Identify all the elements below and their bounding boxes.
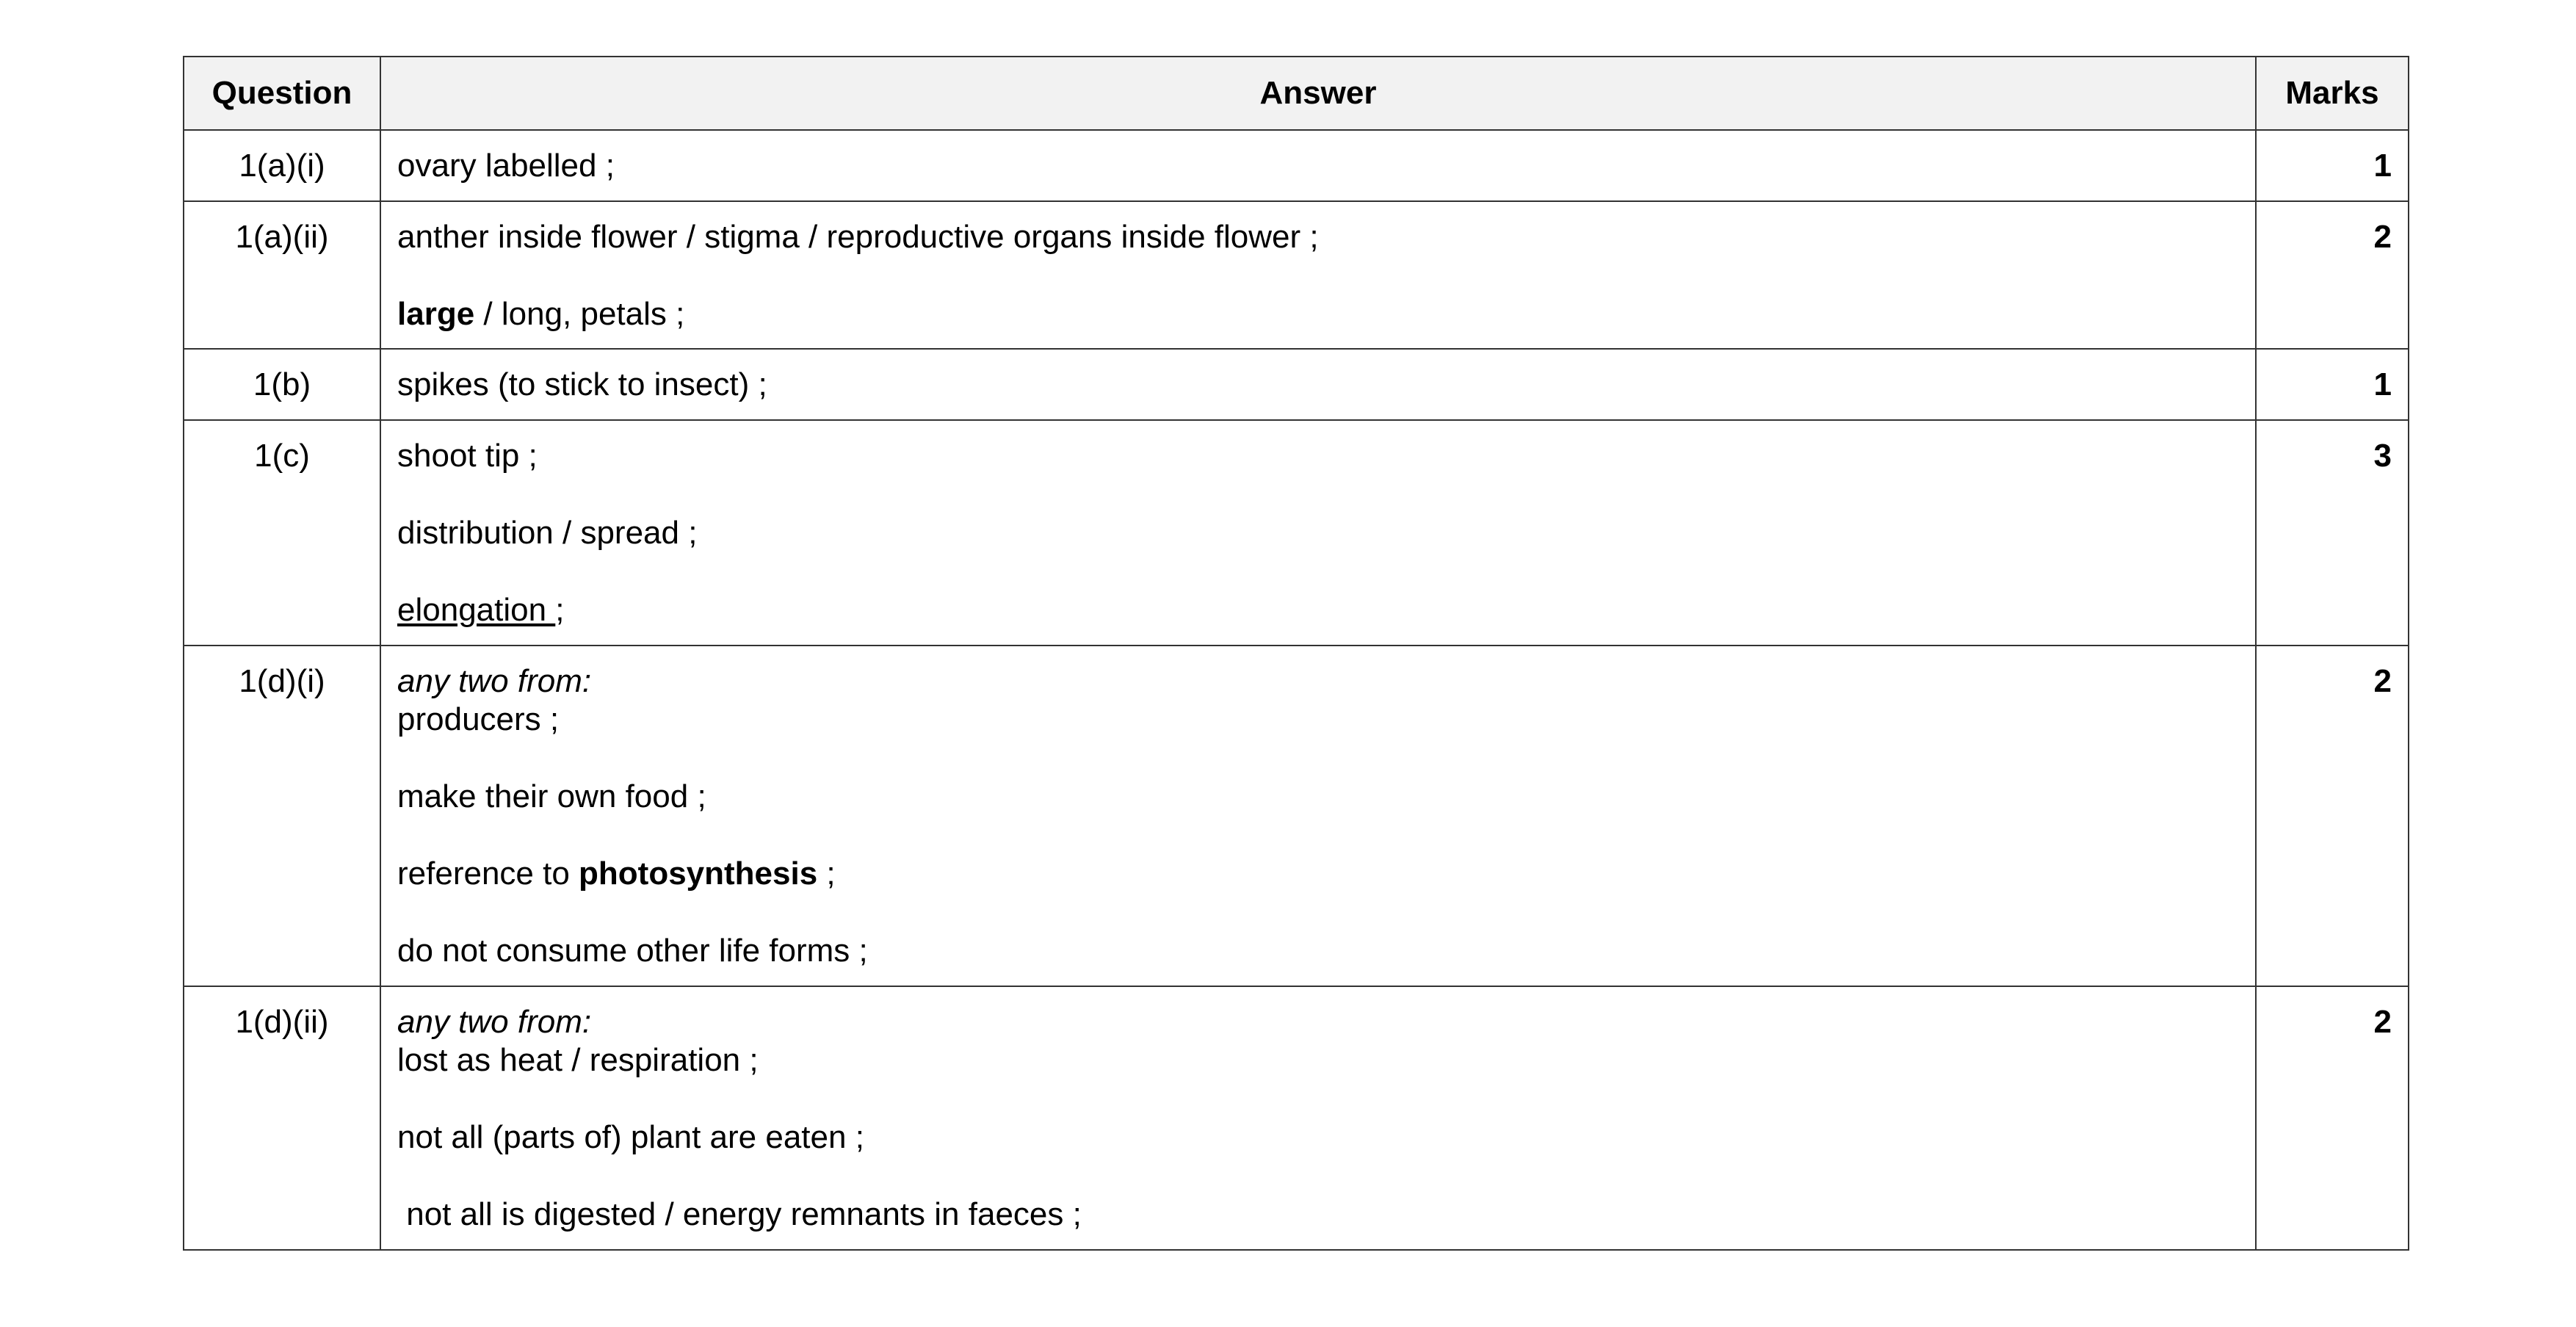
marks-value: 2 — [2256, 201, 2409, 350]
answer-text: shoot tip ; — [397, 438, 538, 474]
mark-scheme-table — [183, 56, 2409, 1251]
answer-keyword-bold: large — [397, 295, 475, 332]
answer-line — [397, 147, 2239, 186]
table-row — [184, 986, 2409, 1250]
question-number: 1(c) — [184, 420, 380, 645]
marks-value: 2 — [2256, 986, 2409, 1250]
answer-text: not all (parts of) plant are eaten ; — [397, 1119, 864, 1156]
answer-line — [397, 855, 2239, 894]
answer-line — [397, 1118, 2239, 1157]
answer-cell — [380, 201, 2256, 350]
answer-text: distribution / spread ; — [397, 514, 698, 551]
answer-text: lost as heat / respiration ; — [397, 1042, 759, 1079]
answer-text: do not consume other life forms ; — [397, 932, 868, 969]
answer-text: spikes (to stick to insect) ; — [397, 366, 767, 403]
answer-line — [397, 218, 2239, 257]
answer-text: not all is digested / energy remnants in faeces ; — [397, 1196, 1082, 1232]
question-number: 1(d)(ii) — [184, 986, 380, 1250]
answer-line — [397, 932, 2239, 971]
answer-column-header: Answer — [380, 57, 2256, 130]
answer-cell — [380, 130, 2256, 201]
any-two-from-label: any two from: — [397, 1003, 592, 1040]
marks-value: 1 — [2256, 130, 2409, 201]
marks-value: 3 — [2256, 420, 2409, 645]
answer-line — [397, 366, 2239, 405]
answer-keyword-bold: photosynthesis — [579, 855, 818, 892]
table-row — [184, 646, 2409, 986]
question-number: 1(b) — [184, 349, 380, 420]
answer-line — [397, 514, 2239, 553]
answer-cell — [380, 646, 2256, 986]
question-number: 1(a)(i) — [184, 130, 380, 201]
answer-text: ovary labelled ; — [397, 148, 615, 184]
question-number: 1(d)(i) — [184, 646, 380, 986]
question-column-header: Question — [184, 57, 380, 130]
answer-text: ; — [817, 855, 836, 892]
answer-cell — [380, 349, 2256, 420]
table-row — [184, 349, 2409, 420]
answer-text: ; — [555, 591, 565, 628]
answer-text: make their own food ; — [397, 778, 706, 815]
answer-text: reference to — [397, 855, 579, 892]
answer-line — [397, 591, 2239, 630]
marks-value: 2 — [2256, 646, 2409, 986]
answer-line — [397, 1196, 2239, 1234]
marks-value: 1 — [2256, 349, 2409, 420]
answer-line — [397, 1041, 2239, 1080]
table-row — [184, 201, 2409, 350]
marks-column-header: Marks — [2256, 57, 2409, 130]
answer-keyword-underlined: elongation — [397, 591, 556, 628]
answer-text: anther inside flower / stigma / reproductive organs inside flower ; — [397, 218, 1319, 255]
answer-text: / long, petals ; — [474, 295, 685, 332]
answer-line — [397, 701, 2239, 740]
answer-line — [397, 295, 2239, 334]
any-two-from-label: any two from: — [397, 662, 592, 699]
answer-cell — [380, 986, 2256, 1250]
question-number: 1(a)(ii) — [184, 201, 380, 350]
answer-text: producers ; — [397, 701, 560, 738]
answer-line — [397, 437, 2239, 476]
answer-line — [397, 778, 2239, 817]
header-row — [184, 57, 2409, 130]
answer-cell — [380, 420, 2256, 645]
table-row — [184, 130, 2409, 201]
table-row — [184, 420, 2409, 645]
